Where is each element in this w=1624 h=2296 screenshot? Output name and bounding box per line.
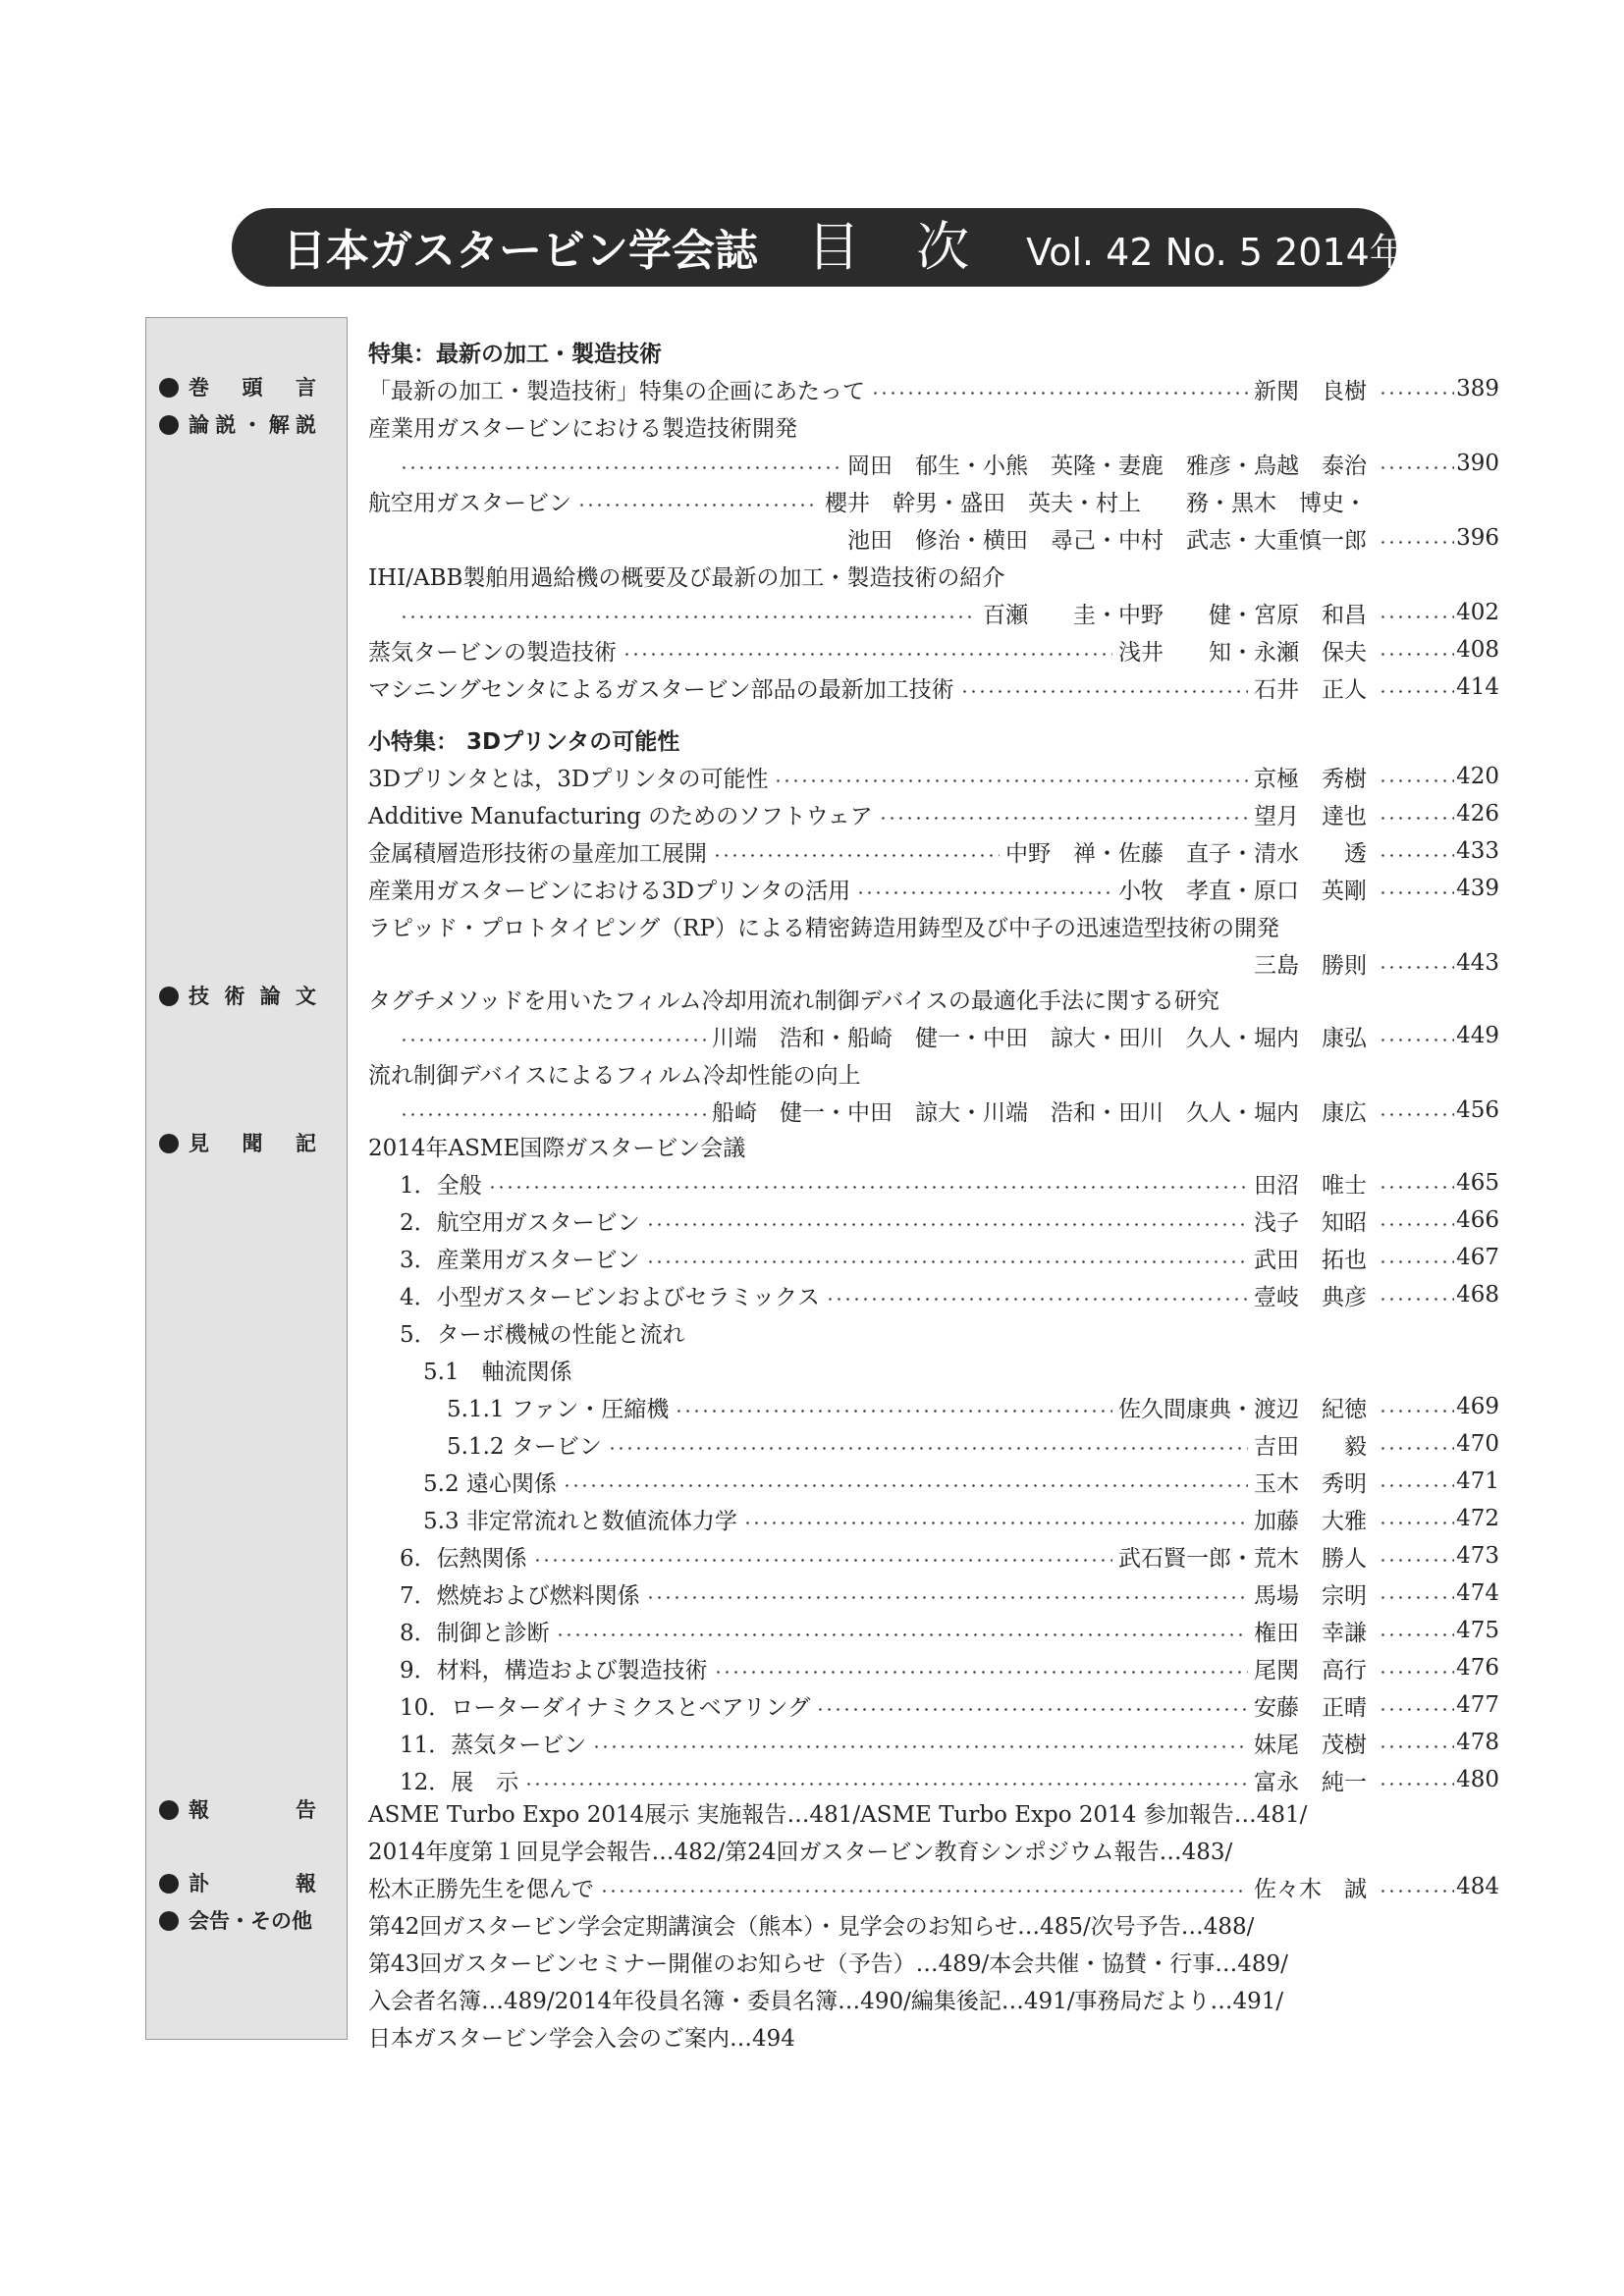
category-kantougen: 巻 頭 言 bbox=[159, 371, 316, 404]
toc-entry: 12．展 示 富永 純一 480 bbox=[400, 1767, 1499, 1795]
toc-entry: 川端 浩和・船崎 健一・中田 諒大・田川 久人・堀内 康弘 449 bbox=[368, 1017, 1499, 1054]
toc-entry: 三島 勝則 443 bbox=[1254, 950, 1499, 979]
category-sidebar bbox=[145, 317, 348, 2040]
title-banner bbox=[232, 208, 1480, 287]
journal-title: 日本ガスタービン学会誌 bbox=[283, 226, 758, 276]
toc-entry: 3．産業用ガスタービン 武田 拓也 467 bbox=[400, 1245, 1499, 1273]
toc-entry: 5.1.1 ファン・圧縮機 佐久間康典・渡辺 紀徳 469 bbox=[447, 1394, 1499, 1422]
toc-entry: 8．制御と診断 権田 幸謙 475 bbox=[400, 1618, 1499, 1646]
toc-entry: 1．全般 田沼 唯士 465 bbox=[400, 1170, 1499, 1199]
bullet-icon bbox=[159, 378, 179, 398]
mokuji-label: 目 次 bbox=[807, 216, 990, 278]
bullet-icon bbox=[159, 1134, 179, 1153]
toc-entry: タグチメソッドを用いたフィルム冷却用流れ制御デバイスの最適化手法に関する研究 bbox=[368, 988, 1219, 1014]
toc-entry: 第42回ガスタービン学会定期講演会（熊本）・見学会のお知らせ…485/次号予告…488/ bbox=[368, 1913, 1255, 1940]
toc-entry: 岡田 郁生・小熊 英隆・妻鹿 雅彦・鳥越 泰治 390 bbox=[368, 445, 1499, 482]
toc-entry: 入会者名簿…489/2014年役員名簿・委員名簿…490/編集後記…491/事務局だより…491/ bbox=[368, 1988, 1284, 2014]
toc-entry: 日本ガスタービン学会入会のご案内…494 bbox=[368, 2025, 795, 2052]
toc-entry: 5.1.2 タービン 吉田 毅 470 bbox=[447, 1431, 1499, 1460]
toc-entry: 3Dプリンタとは，3Dプリンタの可能性 京極 秀樹 420 bbox=[368, 764, 1499, 792]
toc-entry: 2014年度第１回見学会報告…482/第24回ガスタービン教育シンポジウム報告…483/ bbox=[368, 1839, 1233, 1865]
toc-entry: 2014年ASME国際ガスタービン会議 bbox=[368, 1135, 746, 1161]
toc-entry: 産業用ガスタービンにおける3Dプリンタの活用 小牧 孝直・原口 英剛 439 bbox=[368, 876, 1499, 904]
toc-entry: 流れ制御デバイスによるフィルム冷却性能の向上 bbox=[368, 1062, 861, 1089]
toc-entry: 2．航空用ガスタービン 浅子 知昭 466 bbox=[400, 1207, 1499, 1236]
category-ronsetsu: 論説・解説 bbox=[159, 408, 316, 442]
category-kenbunki: 見 聞 記 bbox=[159, 1127, 316, 1160]
toc-entry: 5．ターボ機械の性能と流れ bbox=[400, 1321, 685, 1348]
toc-entry: 4．小型ガスタービンおよびセラミックス 壹岐 典彦 468 bbox=[400, 1282, 1499, 1310]
toc-entry: マシニングセンタによるガスタービン部品の最新加工技術 石井 正人 414 bbox=[368, 674, 1499, 703]
bullet-icon bbox=[159, 1911, 179, 1931]
toc-entry: 松木正勝先生を偲んで 佐々木 誠 484 bbox=[368, 1874, 1499, 1902]
toc-entry: Additive Manufacturing のためのソフトウェア 望月 達也 426 bbox=[368, 801, 1499, 829]
toc-entry: 10．ローターダイナミクスとベアリング 安藤 正晴 477 bbox=[400, 1692, 1499, 1721]
section-heading-shotokushu: 小特集： 3Dプリンタの可能性 bbox=[368, 728, 680, 755]
toc-entry: 金属積層造形技術の量産加工展開 中野 禅・佐藤 直子・清水 透 433 bbox=[368, 838, 1499, 867]
category-houkoku: 報 告 bbox=[159, 1793, 316, 1827]
toc-entry: IHI/ABB製舶用過給機の概要及び最新の加工・製造技術の紹介 bbox=[368, 564, 1005, 591]
toc-entry: 9．材料，構造および製造技術 尾関 高行 476 bbox=[400, 1655, 1499, 1683]
toc-entry: 第43回ガスタービンセミナー開催のお知らせ（予告）…489/本会共催・協賛・行事…489/ bbox=[368, 1950, 1288, 1977]
toc-entry: ASME Turbo Expo 2014展示 実施報告…481/ASME Turbo Expo 2014 参加報告…481/ bbox=[368, 1801, 1308, 1828]
toc-entry: 産業用ガスタービンにおける製造技術開発 bbox=[368, 415, 797, 442]
toc-entry: 池田 修治・横田 尋己・中村 武志・大重慎一郎 396 bbox=[847, 525, 1499, 554]
section-heading-tokushu: 特集：最新の加工・製造技術 bbox=[368, 341, 662, 367]
category-kaikoku: 会告・その他 bbox=[159, 1904, 316, 1938]
toc-entry: ラピッド・プロトタイピング（RP）による精密鋳造用鋳型及び中子の迅速造型技術の開発 bbox=[368, 915, 1279, 941]
toc-entry: 5.2 遠心関係 玉木 秀明 471 bbox=[423, 1468, 1499, 1497]
toc-entry: 蒸気タービンの製造技術 浅井 知・永瀬 保夫 408 bbox=[368, 637, 1499, 666]
toc-entry: 「最新の加工・製造技術」特集の企画にあたって 新関 良樹 389 bbox=[368, 376, 1499, 404]
bullet-icon bbox=[159, 415, 179, 435]
category-fuhou: 訃 報 bbox=[159, 1867, 316, 1900]
toc-entry: 百瀬 圭・中野 健・宮原 和昌 402 bbox=[368, 594, 1499, 631]
toc-entry: 11．蒸気タービン 妹尾 茂樹 478 bbox=[400, 1730, 1499, 1758]
toc-entry: 6．伝熱関係 武石賢一郎・荒木 勝人 473 bbox=[400, 1543, 1499, 1572]
bullet-icon bbox=[159, 1874, 179, 1894]
category-gijutsu: 技 術 論 文 bbox=[159, 980, 316, 1013]
toc-entry: 5.3 非定常流れと数値流体力学 加藤 大雅 472 bbox=[423, 1506, 1499, 1534]
toc-entry: 7．燃焼および燃料関係 馬場 宗明 474 bbox=[400, 1580, 1499, 1609]
bullet-icon bbox=[159, 987, 179, 1006]
volume-label: Vol. 42 No. 5 2014年 9月 bbox=[1026, 231, 1480, 274]
bullet-icon bbox=[159, 1800, 179, 1820]
toc-entry: 5.1 軸流関係 bbox=[423, 1359, 572, 1385]
toc-entry: 船崎 健一・中田 諒大・川端 浩和・田川 久人・堀内 康広 456 bbox=[368, 1092, 1499, 1129]
toc-entry: 航空用ガスタービン 櫻井 幹男・盛田 英夫・村上 務・黒木 博史・ bbox=[368, 490, 1367, 516]
